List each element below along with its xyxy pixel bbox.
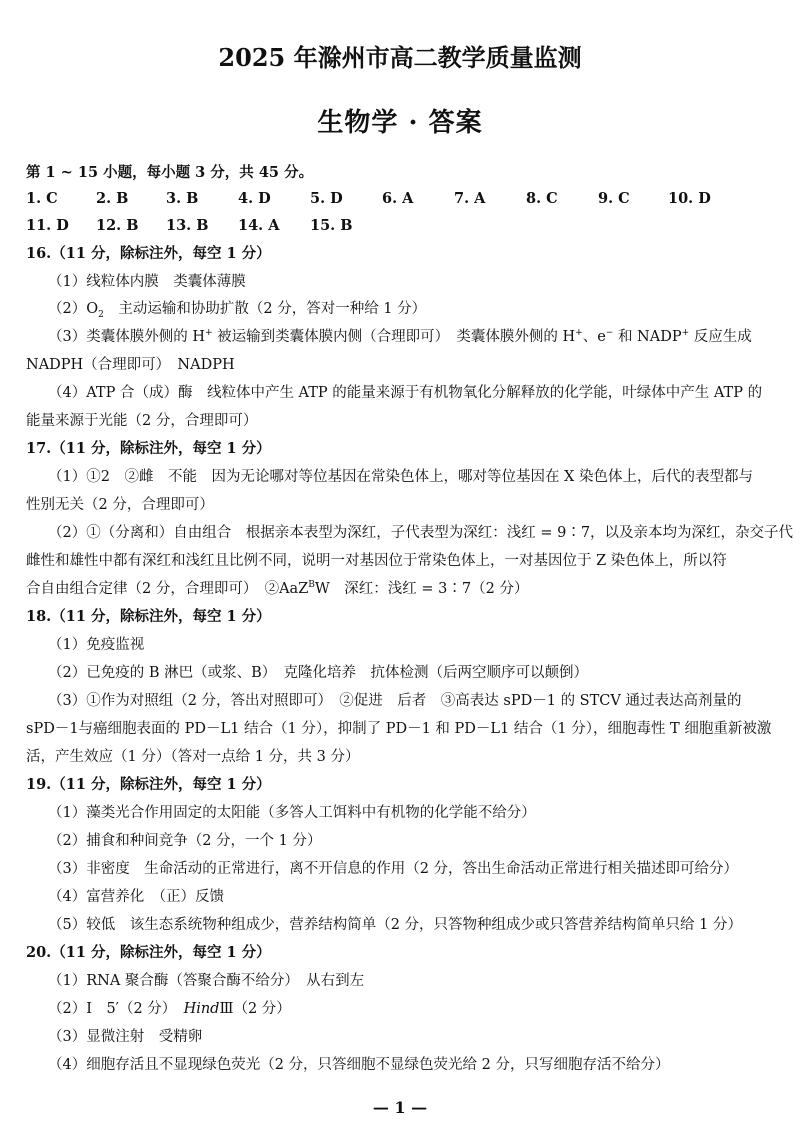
mc-intro: 第 1 ~ 15 小题，每小题 3 分，共 45 分。: [26, 164, 314, 181]
q18-answer-line: 活，产生效应（1 分）（答对一点给 1 分，共 3 分）: [26, 749, 360, 765]
mc-answer: 9. C: [598, 190, 630, 207]
page-title: 2025 年滁州市高二教学质量监测: [218, 43, 582, 72]
q17-answer-line: （1）①2 ②雌 不能 因为无论哪对等位基因在常染色体上，哪对等位基因在 X 染色体上，后代的表型都与: [48, 469, 753, 485]
q16-answer-line: $(2)O_2$ 主动运输和协助扩散（2 分，答对一种给 1 分）: [48, 301, 427, 320]
page-subtitle: 生物学 · 答案: [317, 108, 483, 138]
q19-answer-line: （4）富营养化 （正）反馈: [48, 889, 224, 905]
q20-answer-line: （2）Ⅰ 5′（2 分） HindⅢ（2 分）: [48, 1001, 291, 1017]
mc-answer: 6. A: [382, 190, 414, 207]
q16-answer-line: 能量来源于光能（2 分，合理即可）: [26, 413, 258, 429]
mc-answer: 2. B: [96, 190, 129, 207]
q19-heading: 19.（11 分，除标注外，每空 1 分）: [26, 776, 271, 793]
q18-answer-line: （1）免疫监视: [48, 637, 145, 653]
mc-answer: 10. D: [668, 190, 711, 207]
q17-answer-line: 合自由组合定律（2 分，合理即可） ②AaZ$^B$W 深红：浅红 = 3∶7（2 分）: [26, 580, 529, 597]
mc-answer: 12. B: [96, 217, 139, 234]
mc-answer: 11. D: [26, 217, 69, 234]
q18-heading: 18.（11 分，除标注外，每空 1 分）: [26, 608, 271, 625]
q18-answer-line: （2）已免疫的 B 淋巴（或浆、B） 克隆化培养 抗体检测（后两空顺序可以颠倒）: [48, 665, 589, 681]
q17-answer-line: 性别无关（2 分，合理即可）: [26, 497, 214, 513]
q17-answer-line: 雌性和雄性中都有深红和浅红且比例不同，说明一对基因位于常染色体上，一对基因位于 Z 染色体上，所以符: [26, 553, 727, 569]
q16-answer-line: NADPH（合理即可） NADPH: [26, 357, 235, 373]
q20-answer-line: （3）显微注射 受精卵: [48, 1029, 203, 1045]
q20-answer-line: （1）RNA 聚合酶（答聚合酶不给分） 从右到左: [48, 973, 365, 989]
q16-answer-line: （4）ATP 合（成）酶 线粒体中产生 ATP 的能量来源于有机物氧化分解释放的化学能，叶绿体中产生 ATP 的: [48, 385, 763, 401]
q20-answer-line: （4）细胞存活且不显现绿色荧光（2 分，只答细胞不显绿色荧光给 2 分，只写细胞存活不给分）: [48, 1057, 670, 1073]
q19-answer-line: （5）较低 该生态系统物种组成少，营养结构简单（2 分，只答物种组成少或只答营养结构简单只给 1 分）: [48, 917, 742, 933]
mc-answer: 14. A: [238, 217, 280, 234]
mc-answer: 8. C: [526, 190, 558, 207]
mc-answer: 4. D: [238, 190, 271, 207]
page-number: — 1 —: [372, 1098, 428, 1117]
q17-answer-line: （2）①（分离和）自由组合 根据亲本表型为深红，子代表型为深红：浅红 = 9∶7，以及亲本均为深红，杂交子代: [48, 525, 794, 541]
q16-answer-line: （1）线粒体内膜 类囊体薄膜: [48, 274, 246, 290]
q16-heading: 16.（11 分，除标注外，每空 1 分）: [26, 245, 271, 262]
q20-heading: 20.（11 分，除标注外，每空 1 分）: [26, 944, 271, 961]
mc-answer: 5. D: [310, 190, 343, 207]
mc-answer: 1. C: [26, 190, 58, 207]
q18-answer-line: （3）①作为对照组（2 分，答出对照即可） ②促进 后者 ③高表达 sPD－1 的 STCV 通过表达高剂量的: [48, 693, 742, 709]
mc-answer: 7. A: [454, 190, 486, 207]
mc-answer: 13. B: [166, 217, 209, 234]
q19-answer-line: （1）藻类光合作用固定的太阳能（多答人工饵料中有机物的化学能不给分）: [48, 805, 536, 821]
q19-answer-line: （2）捕食和种间竞争（2 分，一个 1 分）: [48, 833, 322, 849]
q19-answer-line: （3）非密度 生命活动的正常进行，离不开信息的作用（2 分，答出生命活动正常进行相关描述即可给分）: [48, 861, 739, 877]
q16-answer-line: （3）类囊体膜外侧的 H+ 被运输到类囊体膜内侧（合理即可） 类囊体膜外侧的 H+、e− 和 NADP+ 反应生成: [48, 328, 752, 345]
mc-answer: 3. B: [166, 190, 199, 207]
q17-heading: 17.（11 分，除标注外，每空 1 分）: [26, 440, 271, 457]
mc-answer: 15. B: [310, 217, 353, 234]
q18-answer-line: sPD－1与癌细胞表面的 PD－L1 结合（1 分），抑制了 PD－1 和 PD－L1 结合（1 分），细胞毒性 T 细胞重新被激: [26, 721, 772, 737]
